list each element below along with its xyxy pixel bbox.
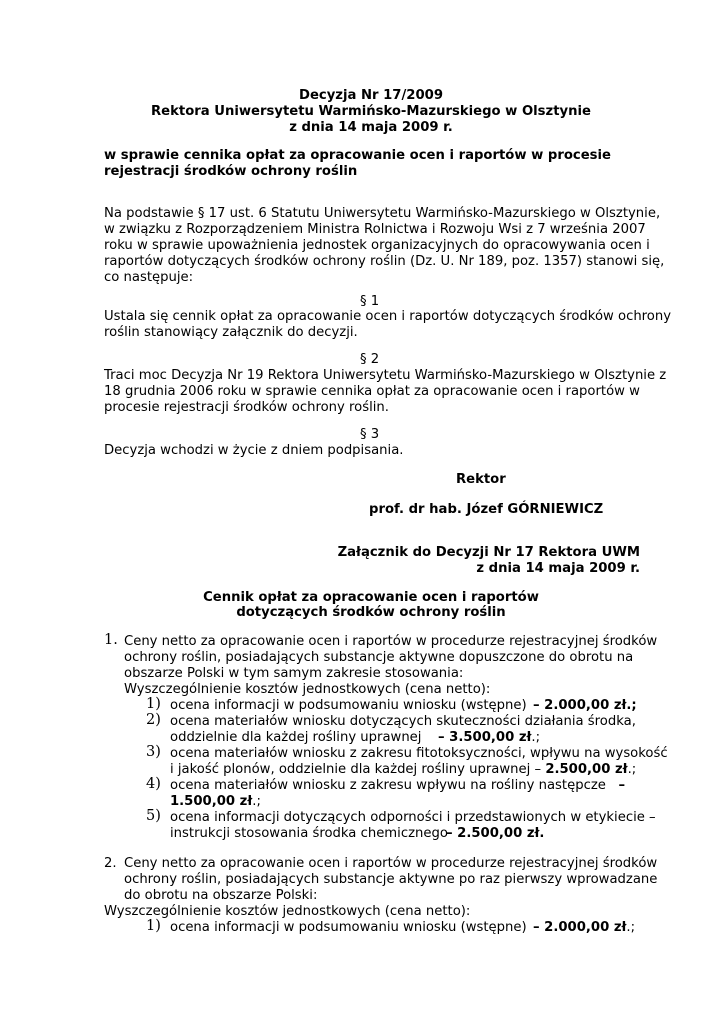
item-price-tail: .; (627, 762, 637, 777)
section-text: 18 grudnia 2006 roku w sprawie cennika opłat za opracowanie ocen i raportów w (104, 384, 640, 399)
item-text-group (170, 761, 636, 778)
item-text: instrukcji stosowania środka chemicznego (170, 826, 448, 841)
price-list-title: dotyczących środków ochrony roślin (236, 605, 506, 620)
annex-date: z dnia 14 maja 2009 r. (476, 561, 640, 576)
point-number: 1. (104, 632, 118, 648)
price-list-title: Cennik opłat za opracowanie ocen i raportów (203, 590, 539, 605)
item-number: 5) (146, 808, 161, 824)
point-text: Ceny netto za opracowanie ocen i raportów w procedurze rejestracyjnej środków (124, 856, 658, 871)
preamble-line: raportów dotyczących środków ochrony roślin (Dz. U. Nr 189, poz. 1357) stanowi się, (104, 254, 665, 269)
annex-title: Załącznik do Decyzji Nr 17 Rektora UWM (337, 545, 640, 560)
decision-issuer: Rektora Uniwersytetu Warmińsko-Mazurskiego w Olsztynie (151, 104, 591, 119)
item-text: ocena materiałów wniosku z zakresu wpływu na rośliny następcze (170, 778, 606, 793)
signature-role: Rektor (456, 472, 506, 487)
item-text: ocena informacji w podsumowaniu wniosku (wstępne) (170, 920, 527, 935)
item-number: 2) (146, 712, 161, 728)
section-text: Ustala się cennik opłat za opracowanie ocen i raportów dotyczących środków ochrony (104, 309, 672, 324)
item-text-group (170, 777, 625, 794)
cost-detail-header: Wyszczególnienie kosztów jednostkowych (cena netto): (104, 904, 471, 919)
item-number: 3) (146, 744, 161, 760)
point-text: Ceny netto za opracowanie ocen i raportów w procedurze rejestracyjnej środków (124, 634, 658, 649)
item-number: 4) (146, 776, 161, 792)
item-number: 1) (146, 918, 161, 934)
item-price: – 2.000,00 zł.; (533, 698, 637, 713)
item-text: ocena materiałów wniosku z zakresu fitotoksyczności, wpływu na wysokość (170, 746, 668, 761)
item-price-tail: .; (531, 730, 541, 745)
section-mark: § 3 (360, 427, 380, 442)
point-text: ochrony roślin, posiadających substancje aktywne dopuszczone do obrotu na (124, 650, 634, 665)
point-text: obszarze Polski w tym samym zakresie stosowania: (124, 666, 464, 681)
subject-line: rejestracji środków ochrony roślin (104, 164, 358, 179)
item-text: ocena materiałów wniosku dotyczących skuteczności działania środka, (170, 714, 636, 729)
point-number: 2. (104, 856, 117, 871)
section-text: roślin stanowiący załącznik do decyzji. (104, 325, 358, 340)
subject-line: w sprawie cennika opłat za opracowanie ocen i raportów w procesie (104, 148, 611, 163)
item-price: – 2.000,00 zł (533, 920, 627, 935)
preamble-line: Na podstawie § 17 ust. 6 Statutu Uniwersytetu Warmińsko-Mazurskiego w Olsztynie, (104, 206, 661, 221)
signature-name: prof. dr hab. Józef GÓRNIEWICZ (369, 502, 604, 517)
point-text: ochrony roślin, posiadających substancje aktywne po raz pierwszy wprowadzane (124, 872, 658, 887)
section-text: Traci moc Decyzja Nr 19 Rektora Uniwersytetu Warmińsko-Mazurskiego w Olsztynie z (104, 368, 667, 383)
section-mark: § 1 (360, 294, 380, 309)
item-price-tail: .; (252, 794, 261, 809)
item-price: 1.500,00 zł (170, 794, 253, 809)
section-mark: § 2 (360, 352, 380, 367)
section-text: procesie rejestracji środków ochrony roślin. (104, 400, 389, 415)
item-text: ocena informacji dotyczących odporności i przedstawionych w etykiecie – (170, 810, 656, 825)
item-price-group (533, 919, 635, 936)
item-dash: – (618, 778, 626, 793)
item-price: 2.500,00 zł (545, 762, 628, 777)
item-price: – 3.500,00 zł (438, 730, 532, 745)
item-price-tail: .; (626, 920, 636, 935)
cost-detail-header: Wyszczególnienie kosztów jednostkowych (cena netto): (124, 682, 491, 697)
item-number: 1) (146, 696, 161, 712)
item-text: oddzielnie dla każdej rośliny uprawnej (170, 730, 422, 745)
item-text: ocena informacji w podsumowaniu wniosku (wstępne) (170, 698, 527, 713)
item-price-group (170, 793, 261, 810)
preamble-line: w związku z Rozporządzeniem Ministra Rolnictwa i Rozwoju Wsi z 7 września 2007 (104, 222, 646, 237)
decision-title: Decyzja Nr 17/2009 (299, 88, 443, 103)
preamble-line: roku w sprawie upoważnienia jednostek organizacyjnych do opracowywania ocen i (104, 238, 650, 253)
item-price: – 2.500,00 zł. (446, 826, 545, 841)
preamble-line: co następuje: (104, 270, 194, 285)
item-price-group (438, 729, 540, 746)
item-text: i jakość plonów, oddzielnie dla każdej rośliny uprawnej – (170, 762, 542, 777)
section-text: Decyzja wchodzi w życie z dniem podpisania. (104, 443, 404, 458)
point-text: do obrotu na obszarze Polski: (124, 888, 318, 903)
decision-date: z dnia 14 maja 2009 r. (289, 120, 453, 135)
